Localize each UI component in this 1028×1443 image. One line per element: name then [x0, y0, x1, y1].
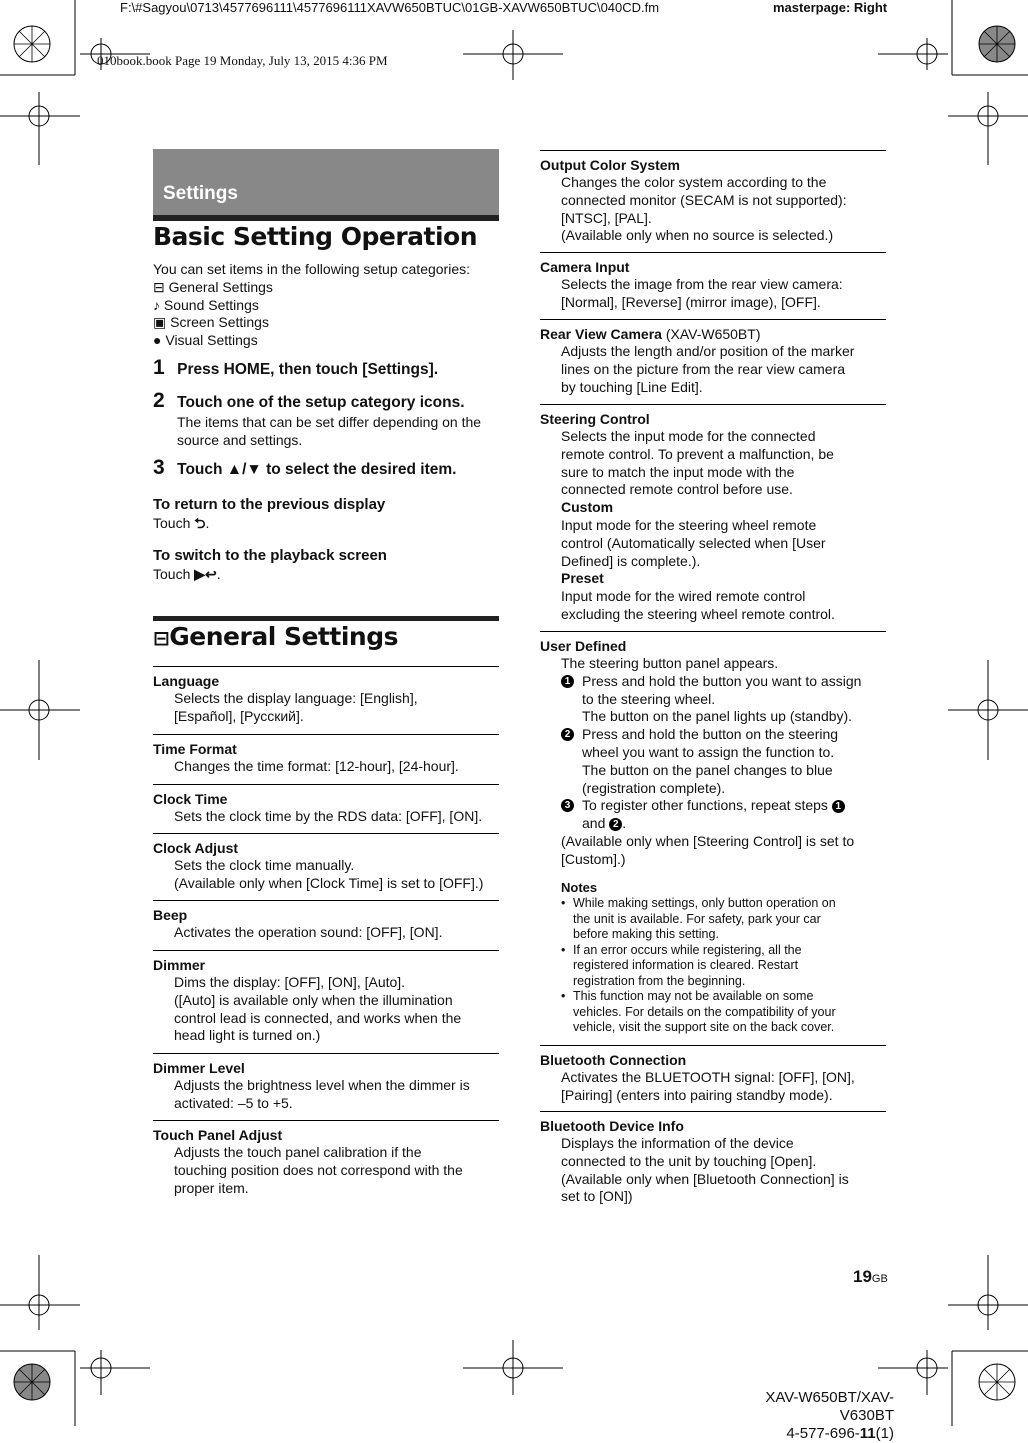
note-item: • While making settings, only button operation on the unit is available. For safety, park your car before making this setting.	[561, 896, 886, 943]
step-one-icon: 1	[832, 800, 845, 813]
setting-item-time-format	[153, 734, 499, 776]
output-color-system: Output Color System Changes the color system according to the connected monitor (SECAM is not supported): [NTSC], [PAL]. (Available only when no source is selected.)	[540, 150, 886, 245]
step-2: 2 Touch one of the setup category icons.	[153, 389, 465, 412]
setting-item-clock-adjust	[153, 833, 499, 893]
notes-title: Notes	[561, 879, 598, 895]
banner-label: Settings	[163, 183, 238, 204]
general-settings-heading: ⊟General Settings	[153, 622, 398, 651]
setting-item-dimmer-level	[153, 1053, 499, 1113]
setting-line: [Español], [Русский].	[174, 707, 304, 724]
setting-line: Sets the clock time by the RDS data: [OFF], [ON].	[174, 808, 483, 824]
setting-item-dimmer	[153, 950, 499, 1045]
switch-text: Touch ▶↩.	[153, 566, 221, 582]
back-icon: ⮌	[194, 515, 206, 531]
setting-title: Touch Panel Adjust	[153, 1127, 283, 1143]
setting-line: Sets the clock time manually.	[174, 857, 355, 873]
setting-title: Dimmer	[153, 957, 206, 973]
setting-line: Adjusts the brightness level when the dimmer is	[174, 1077, 470, 1093]
visual-icon: ●	[153, 332, 166, 349]
setting-item-language	[153, 666, 499, 726]
setting-line: Changes the time format: [12-hour], [24-hour].	[174, 758, 459, 774]
screen-icon: ▣	[153, 314, 171, 331]
setting-item-touch-panel-adjust	[153, 1120, 499, 1197]
step-three-icon: 3	[561, 799, 574, 812]
setting-title: Beep	[153, 907, 188, 923]
intro-text: You can set items in the following setup categories:	[153, 261, 471, 277]
setting-title: Dimmer Level	[153, 1060, 245, 1076]
bluetooth-device-info: Bluetooth Device Info Displays the information of the device connected to the unit by touching [Open]. (Available only when [Bluetooth Connection] is set to [ON])	[540, 1111, 886, 1206]
rear-view-camera: Rear View Camera (XAV-W650BT) Adjusts the length and/or position of the marker lines on the picture from the rear view camera by touching [Line Edit].	[540, 319, 886, 396]
setting-line: touching position does not correspond with the	[174, 1161, 463, 1178]
camera-input: Camera Input Selects the image from the rear view camera: [Normal], [Reverse] (mirror image), [OFF].	[540, 252, 886, 312]
note-item: • If an error occurs while registering, all the registered information is cleared. Restart registration from the beginning.	[561, 943, 886, 990]
book-info: 010book.book Page 19 Monday, July 13, 2015 4:36 PM	[97, 53, 388, 68]
page-number: 19GB	[853, 1267, 888, 1286]
switch-title: To switch to the playback screen	[153, 547, 387, 564]
step-two-icon: 2	[609, 818, 622, 831]
category-screen: ▣ Screen Settings	[153, 314, 269, 331]
step-1: 1 Press HOME, then touch [Settings].	[153, 356, 439, 379]
setting-title: Clock Time	[153, 791, 228, 807]
category-sound: ♪ Sound Settings	[153, 296, 259, 313]
bluetooth-connection: Bluetooth Connection Activates the BLUETOOTH signal: [OFF], [ON], [Pairing] (enters into pairing standby mode).	[540, 1045, 886, 1105]
general-settings-icon: ⊟	[153, 278, 169, 295]
step-3: 3 Touch ▲/▼ to select the desired item.	[153, 456, 457, 479]
setting-title: Language	[153, 673, 220, 689]
step-2-description: The items that can be set differ depending on the source and settings.	[177, 414, 482, 448]
return-text: Touch ⮌.	[153, 515, 210, 531]
setting-title: Time Format	[153, 741, 237, 757]
playback-screen-icon: ▶↩	[194, 566, 217, 582]
steering-control: Steering Control Selects the input mode for the connected remote control. To prevent a malfunction, be sure to match the input mode with the connected remote control before use. Custom Input mode for the steering wheel remote control (Automatically selected when [User Defined] is complete.). Preset Input mode for the wired remote control excluding the steering wheel remote control.	[540, 404, 886, 624]
setting-line: Dims the display: [OFF], [ON], [Auto].	[174, 974, 406, 990]
setting-line: (Available only when [Clock Time] is set to [OFF].)	[174, 874, 484, 891]
step-two-icon: 2	[561, 728, 574, 741]
setting-line: Activates the operation sound: [OFF], [ON].	[174, 924, 443, 940]
model-info: XAV-W650BT/XAV-V630BT 4-577-696-11(1)	[765, 1389, 894, 1442]
setting-line: head light is turned on.)	[174, 1027, 321, 1044]
setting-line: Adjusts the touch panel calibration if the	[174, 1144, 422, 1160]
general-settings-icon: ⊟	[153, 626, 170, 650]
section-banner	[153, 149, 499, 221]
step-one-icon: 1	[561, 675, 574, 688]
setting-item-beep	[153, 900, 499, 942]
page-title: Basic Setting Operation	[153, 222, 478, 251]
file-path: F:\#Sagyou\0713\4577696111\4577696111XAVW650BTUC\01GB-XAVW650BTUC\040CD.fm	[120, 0, 660, 15]
setting-line: proper item.	[174, 1179, 249, 1196]
setting-line: control lead is connected, and works when the	[174, 1009, 462, 1026]
category-general: ⊟ General Settings	[153, 278, 273, 295]
category-visual: ● Visual Settings	[153, 332, 258, 349]
note-item: • This function may not be available on some vehicles. For details on the compatibility of your vehicle, visit the support site on the back cover.	[561, 989, 886, 1036]
intro-block	[153, 261, 503, 350]
music-note-icon: ♪	[153, 296, 164, 313]
setting-line: Selects the display language: [English],	[174, 690, 418, 706]
setting-item-clock-time	[153, 784, 499, 826]
setting-line: activated: –5 to +5.	[174, 1094, 293, 1111]
section-rule	[153, 616, 499, 621]
user-defined: User Defined The steering button panel appears. 1 Press and hold the button you want to assign to the steering wheel. The button on the panel lights up (standby). 2 Press and hold the button on the steering wheel you want to assign the function to. The button on the panel changes to blue (registration complete). 3 To register other functions, repeat steps 1 and 2 . (Available only when [Steering Control] is set to [Custom].) Notes • While making settings, only button operation on the unit is available. For safety, park your car before making this setting. • If an error occurs while registering, all the registered information is cleared. Restart registration from the beginning. • This function may not be available on some vehicles. For details on the compatibility of your vehicle, visit the support site on the back cover.	[540, 631, 886, 1036]
masterpage-label: masterpage: Right	[773, 0, 888, 15]
setting-line: ([Auto] is available only when the illumination	[174, 991, 453, 1008]
setting-title: Clock Adjust	[153, 840, 239, 856]
return-title: To return to the previous display	[153, 496, 386, 513]
